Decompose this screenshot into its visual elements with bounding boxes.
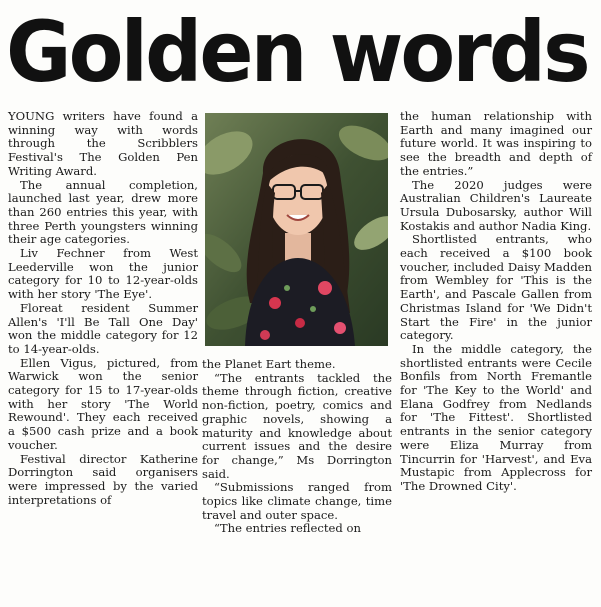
paragraph: the Planet Eart theme.: [202, 357, 336, 371]
paragraph: Liv Fechner from West Leederville won the junior category for 10 to 12-year-olds with her story 'The Eye'.: [8, 246, 198, 302]
paragraph: Ellen Vigus, pictured, from Warwick won the senior category for 15 to 17-year-olds with her story 'The World Rewound'. They each received a $500 cash prize and a book voucher.: [8, 355, 198, 452]
article-column-2: [202, 358, 392, 536]
paragraph: Floreat resident Summer Allen's 'I'll Be Tall One Day' won the middle category for 12 to 14-year-olds.: [8, 300, 198, 356]
article-column-3: [400, 110, 592, 494]
paragraph: YOUNG writers have found a winning way with words through the Scribblers Festival's The Golden Pen Writing Award.: [8, 109, 198, 178]
paragraph: “The entries reflected on: [214, 521, 361, 536]
paragraph: Shortlisted entrants, who each received a $100 book voucher, included Daisy Madden from Wembley for 'This is the Earth', and Pascale Gallen from Christmas Island for 'We Didn't Start the Fire' in the junior category.: [400, 232, 592, 343]
paragraph: the human relationship with Earth and many imagined our future world. It was inspiring to see the breadth and depth of the entries.”: [400, 109, 592, 178]
portrait-illustration: [205, 113, 388, 346]
paragraph: The 2020 judges were Australian Children's Laureate Ursula Dubosarsky, author Will Kostakis and author Nadia King.: [400, 177, 592, 233]
article-column-1: [8, 110, 198, 507]
paragraph: Festival director Katherine Dorrington said organisers were impressed by the varied interpretations of: [8, 451, 198, 507]
paragraph: In the middle category, the shortlisted entrants were Cecile Bonfils from North Fremantle for 'The Key to the World' and Elana Godfrey from Nedlands for 'The Fittest'. Shortlisted entrants in the senior category were Eliza Murray from Tincurrin for 'Harvest', and Eva Mustapic from Applecross for 'The Drowned City'.: [400, 341, 592, 493]
paragraph: “The entrants tackled the theme through fiction, creative non-fiction, poetry, comics and graphic novels, showing a maturity and knowledge about current issues and the desire for change,” Ms Dorrington said.: [202, 370, 392, 481]
headline: Golden words: [6, 3, 588, 101]
paragraph: The annual completion, launched last year, drew more than 260 entries this year, with three Perth youngsters winning their age categories.: [8, 177, 198, 247]
portrait-photo: [205, 113, 388, 346]
paragraph: “Submissions ranged from topics like climate change, time travel and outer space.: [202, 480, 392, 522]
